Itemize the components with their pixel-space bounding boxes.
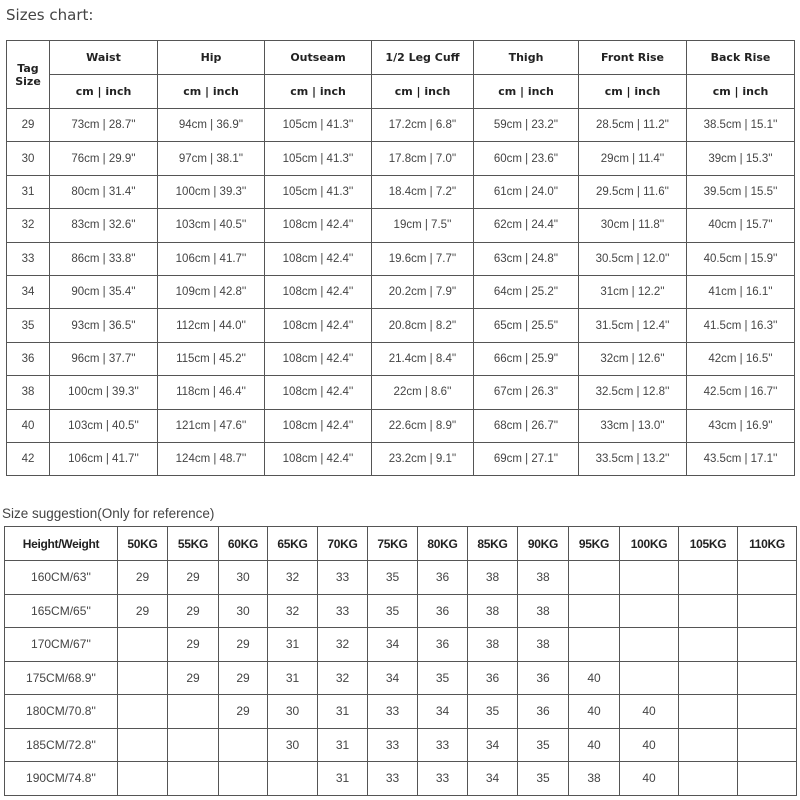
suggested-size-cell	[620, 594, 679, 628]
unit-label: cm | inch	[265, 75, 372, 109]
suggested-size-cell: 29	[168, 628, 219, 662]
suggested-size-cell	[679, 661, 738, 695]
suggested-size-cell	[569, 561, 620, 595]
table-row	[7, 109, 795, 142]
tag-size-cell: 40	[7, 409, 50, 442]
measurement-cell: 108cm | 42.4''	[265, 209, 372, 242]
table-row	[7, 209, 795, 242]
suggested-size-cell: 34	[368, 661, 418, 695]
measurement-cell: 41.5cm | 16.3''	[687, 309, 795, 342]
measurement-cell: 76cm | 29.9''	[50, 142, 158, 175]
suggested-size-cell	[219, 728, 268, 762]
measurement-cell: 43cm | 16.9''	[687, 409, 795, 442]
measurement-cell: 97cm | 38.1''	[158, 142, 265, 175]
measurement-cell: 115cm | 45.2''	[158, 342, 265, 375]
measurement-cell: 42.5cm | 16.7''	[687, 376, 795, 409]
weight-header: 100KG	[620, 527, 679, 561]
column-header: Thigh	[474, 41, 579, 75]
column-header: Hip	[158, 41, 265, 75]
height-cell: 180CM/70.8''	[5, 695, 118, 729]
suggested-size-cell: 33	[368, 728, 418, 762]
measurement-cell: 100cm | 39.3''	[50, 376, 158, 409]
measurement-cell: 18.4cm | 7.2''	[372, 175, 474, 208]
suggested-size-cell: 34	[468, 762, 518, 796]
suggested-size-cell	[738, 561, 797, 595]
suggested-size-cell	[679, 762, 738, 796]
height-cell: 190CM/74.8''	[5, 762, 118, 796]
measurement-cell: 29cm | 11.4''	[579, 142, 687, 175]
measurement-cell: 30.5cm | 12.0''	[579, 242, 687, 275]
measurement-cell: 33cm | 13.0''	[579, 409, 687, 442]
measurement-cell: 62cm | 24.4''	[474, 209, 579, 242]
suggested-size-cell: 35	[468, 695, 518, 729]
suggested-size-cell	[679, 728, 738, 762]
suggested-size-cell: 40	[569, 661, 620, 695]
suggested-size-cell: 38	[468, 561, 518, 595]
suggested-size-cell: 38	[468, 594, 518, 628]
tag-size-cell: 30	[7, 142, 50, 175]
measurement-cell: 39cm | 15.3''	[687, 142, 795, 175]
weight-header: 95KG	[569, 527, 620, 561]
measurement-cell: 73cm | 28.7''	[50, 109, 158, 142]
table-row	[5, 594, 797, 628]
suggested-size-cell	[168, 695, 219, 729]
table-row	[7, 275, 795, 308]
suggested-size-cell	[118, 728, 168, 762]
suggested-size-cell: 40	[620, 728, 679, 762]
measurement-cell: 23.2cm | 9.1''	[372, 442, 474, 475]
weight-header: 85KG	[468, 527, 518, 561]
measurement-cell: 66cm | 25.9''	[474, 342, 579, 375]
measurement-cell: 63cm | 24.8''	[474, 242, 579, 275]
weight-header: 70KG	[318, 527, 368, 561]
table-row	[7, 409, 795, 442]
suggested-size-cell: 35	[418, 661, 468, 695]
suggested-size-cell: 30	[268, 695, 318, 729]
suggested-size-cell	[168, 762, 219, 796]
suggested-size-cell: 32	[318, 661, 368, 695]
measurement-cell: 31.5cm | 12.4''	[579, 309, 687, 342]
suggested-size-cell	[118, 762, 168, 796]
suggested-size-cell: 36	[468, 661, 518, 695]
height-cell: 185CM/72.8''	[5, 728, 118, 762]
measurement-cell: 40.5cm | 15.9''	[687, 242, 795, 275]
table-row	[5, 661, 797, 695]
suggested-size-cell	[268, 762, 318, 796]
measurement-cell: 93cm | 36.5''	[50, 309, 158, 342]
suggested-size-cell: 32	[268, 594, 318, 628]
weight-header: 55KG	[168, 527, 219, 561]
suggested-size-cell	[738, 594, 797, 628]
measurement-cell: 109cm | 42.8''	[158, 275, 265, 308]
measurement-cell: 103cm | 40.5''	[50, 409, 158, 442]
suggested-size-cell: 36	[418, 561, 468, 595]
unit-row	[7, 75, 795, 109]
measurement-cell: 61cm | 24.0''	[474, 175, 579, 208]
suggested-size-cell: 29	[219, 695, 268, 729]
suggested-size-cell: 40	[620, 762, 679, 796]
unit-label: cm | inch	[372, 75, 474, 109]
unit-label: cm | inch	[687, 75, 795, 109]
suggested-size-cell	[679, 561, 738, 595]
suggested-size-cell: 38	[518, 561, 569, 595]
suggested-size-cell: 29	[118, 594, 168, 628]
measurement-cell: 65cm | 25.5''	[474, 309, 579, 342]
unit-label: cm | inch	[474, 75, 579, 109]
table-row	[7, 342, 795, 375]
weight-header: 75KG	[368, 527, 418, 561]
table-row	[5, 728, 797, 762]
suggested-size-cell: 31	[268, 661, 318, 695]
suggested-size-cell: 29	[168, 594, 219, 628]
weight-header: 110KG	[738, 527, 797, 561]
measurement-cell: 17.2cm | 6.8''	[372, 109, 474, 142]
unit-label: cm | inch	[158, 75, 265, 109]
measurement-cell: 67cm | 26.3''	[474, 376, 579, 409]
measurement-cell: 106cm | 41.7''	[50, 442, 158, 475]
tag-size-cell: 31	[7, 175, 50, 208]
suggested-size-cell: 36	[418, 628, 468, 662]
suggested-size-cell: 31	[268, 628, 318, 662]
measurement-cell: 105cm | 41.3''	[265, 109, 372, 142]
suggested-size-cell: 36	[518, 661, 569, 695]
weight-header: 65KG	[268, 527, 318, 561]
height-cell: 170CM/67''	[5, 628, 118, 662]
unit-label: cm | inch	[579, 75, 687, 109]
suggested-size-cell: 35	[368, 561, 418, 595]
table-row	[7, 442, 795, 475]
suggested-size-cell	[620, 561, 679, 595]
suggested-size-cell	[118, 628, 168, 662]
suggested-size-cell	[679, 628, 738, 662]
measurement-cell: 60cm | 23.6''	[474, 142, 579, 175]
suggested-size-cell	[569, 594, 620, 628]
measurement-cell: 80cm | 31.4''	[50, 175, 158, 208]
table-row	[7, 376, 795, 409]
measurement-cell: 108cm | 42.4''	[265, 442, 372, 475]
suggested-size-cell: 35	[368, 594, 418, 628]
measurement-cell: 59cm | 23.2''	[474, 109, 579, 142]
suggested-size-cell: 36	[418, 594, 468, 628]
size-suggestion-table	[4, 526, 797, 796]
tag-size-cell: 42	[7, 442, 50, 475]
sizes-chart-title: Sizes chart:	[6, 6, 94, 24]
suggested-size-cell: 38	[468, 628, 518, 662]
weight-header: 90KG	[518, 527, 569, 561]
measurement-cell: 108cm | 42.4''	[265, 275, 372, 308]
suggested-size-cell	[118, 661, 168, 695]
suggested-size-cell: 38	[518, 628, 569, 662]
measurement-cell: 112cm | 44.0''	[158, 309, 265, 342]
suggested-size-cell: 34	[418, 695, 468, 729]
suggested-size-cell: 38	[518, 594, 569, 628]
suggested-size-cell: 31	[318, 695, 368, 729]
suggested-size-cell: 30	[268, 728, 318, 762]
measurement-cell: 90cm | 35.4''	[50, 275, 158, 308]
suggested-size-cell: 30	[219, 594, 268, 628]
tag-size-cell: 38	[7, 376, 50, 409]
suggested-size-cell	[738, 628, 797, 662]
height-cell: 165CM/65''	[5, 594, 118, 628]
measurement-cell: 105cm | 41.3''	[265, 175, 372, 208]
measurement-cell: 118cm | 46.4''	[158, 376, 265, 409]
measurement-cell: 108cm | 42.4''	[265, 409, 372, 442]
table-row	[5, 561, 797, 595]
measurement-cell: 121cm | 47.6''	[158, 409, 265, 442]
measurement-cell: 105cm | 41.3''	[265, 142, 372, 175]
suggested-size-cell: 35	[518, 728, 569, 762]
suggested-size-cell: 36	[518, 695, 569, 729]
table-row	[7, 142, 795, 175]
column-header: Outseam	[265, 41, 372, 75]
measurement-cell: 39.5cm | 15.5''	[687, 175, 795, 208]
suggested-size-cell: 32	[268, 561, 318, 595]
suggested-size-cell: 33	[418, 762, 468, 796]
measurement-cell: 30cm | 11.8''	[579, 209, 687, 242]
suggested-size-cell: 30	[219, 561, 268, 595]
table-row	[5, 762, 797, 796]
weight-header: 105KG	[679, 527, 738, 561]
table-row	[5, 695, 797, 729]
suggested-size-cell	[118, 695, 168, 729]
suggested-size-cell: 29	[168, 561, 219, 595]
measurement-cell: 43.5cm | 17.1''	[687, 442, 795, 475]
measurement-cell: 19.6cm | 7.7''	[372, 242, 474, 275]
measurement-cell: 103cm | 40.5''	[158, 209, 265, 242]
suggested-size-cell: 33	[368, 695, 418, 729]
suggested-size-cell: 31	[318, 762, 368, 796]
measurement-cell: 69cm | 27.1''	[474, 442, 579, 475]
header-row	[7, 41, 795, 75]
suggested-size-cell: 33	[368, 762, 418, 796]
height-cell: 175CM/68.9''	[5, 661, 118, 695]
suggested-size-cell: 34	[468, 728, 518, 762]
tag-size-cell: 36	[7, 342, 50, 375]
suggested-size-cell: 29	[219, 628, 268, 662]
measurement-cell: 106cm | 41.7''	[158, 242, 265, 275]
measurement-cell: 64cm | 25.2''	[474, 275, 579, 308]
measurement-cell: 20.8cm | 8.2''	[372, 309, 474, 342]
suggested-size-cell: 38	[569, 762, 620, 796]
table-row	[7, 175, 795, 208]
suggested-size-cell	[620, 661, 679, 695]
measurement-cell: 19cm | 7.5''	[372, 209, 474, 242]
measurement-cell: 94cm | 36.9''	[158, 109, 265, 142]
suggested-size-cell	[738, 695, 797, 729]
measurement-cell: 83cm | 32.6''	[50, 209, 158, 242]
measurement-cell: 86cm | 33.8''	[50, 242, 158, 275]
measurement-cell: 108cm | 42.4''	[265, 242, 372, 275]
weight-header: 50KG	[118, 527, 168, 561]
unit-label: cm | inch	[50, 75, 158, 109]
suggested-size-cell	[738, 762, 797, 796]
measurement-cell: 108cm | 42.4''	[265, 342, 372, 375]
header-height-weight: Height/Weight	[5, 527, 118, 561]
column-header: Front Rise	[579, 41, 687, 75]
suggested-size-cell: 33	[418, 728, 468, 762]
measurement-cell: 108cm | 42.4''	[265, 309, 372, 342]
header-tag-size: Tag Size	[7, 41, 50, 109]
suggested-size-cell: 33	[318, 561, 368, 595]
suggested-size-cell	[569, 628, 620, 662]
weight-header: 80KG	[418, 527, 468, 561]
suggested-size-cell: 32	[318, 628, 368, 662]
measurement-cell: 108cm | 42.4''	[265, 376, 372, 409]
measurement-cell: 33.5cm | 13.2''	[579, 442, 687, 475]
measurement-cell: 22.6cm | 8.9''	[372, 409, 474, 442]
suggested-size-cell	[168, 728, 219, 762]
measurement-cell: 42cm | 16.5''	[687, 342, 795, 375]
measurement-cell: 68cm | 26.7''	[474, 409, 579, 442]
table-row	[7, 242, 795, 275]
measurement-cell: 22cm | 8.6''	[372, 376, 474, 409]
suggested-size-cell: 33	[318, 594, 368, 628]
measurement-cell: 17.8cm | 7.0''	[372, 142, 474, 175]
suggested-size-cell	[620, 628, 679, 662]
suggested-size-cell: 29	[168, 661, 219, 695]
table-row	[5, 628, 797, 662]
tag-size-cell: 33	[7, 242, 50, 275]
column-header: Waist	[50, 41, 158, 75]
suggested-size-cell: 34	[368, 628, 418, 662]
column-header: Back Rise	[687, 41, 795, 75]
suggested-size-cell: 29	[219, 661, 268, 695]
column-header: 1/2 Leg Cuff	[372, 41, 474, 75]
measurement-cell: 31cm | 12.2''	[579, 275, 687, 308]
tag-size-cell: 32	[7, 209, 50, 242]
size-suggestion-title: Size suggestion(Only for reference)	[2, 506, 215, 521]
height-cell: 160CM/63''	[5, 561, 118, 595]
measurement-cell: 32.5cm | 12.8''	[579, 376, 687, 409]
suggested-size-cell	[679, 695, 738, 729]
suggested-size-cell	[738, 661, 797, 695]
measurement-cell: 40cm | 15.7''	[687, 209, 795, 242]
suggested-size-cell: 35	[518, 762, 569, 796]
measurement-cell: 38.5cm | 15.1''	[687, 109, 795, 142]
sizes-chart-table	[6, 40, 795, 476]
measurement-cell: 41cm | 16.1''	[687, 275, 795, 308]
suggested-size-cell	[738, 728, 797, 762]
suggested-size-cell: 31	[318, 728, 368, 762]
tag-size-cell: 29	[7, 109, 50, 142]
header-row	[5, 527, 797, 561]
suggested-size-cell	[679, 594, 738, 628]
measurement-cell: 21.4cm | 8.4''	[372, 342, 474, 375]
table-row	[7, 309, 795, 342]
measurement-cell: 124cm | 48.7''	[158, 442, 265, 475]
suggested-size-cell: 40	[569, 728, 620, 762]
measurement-cell: 96cm | 37.7''	[50, 342, 158, 375]
suggested-size-cell: 40	[620, 695, 679, 729]
suggested-size-cell: 40	[569, 695, 620, 729]
suggested-size-cell	[219, 762, 268, 796]
suggested-size-cell: 29	[118, 561, 168, 595]
measurement-cell: 29.5cm | 11.6''	[579, 175, 687, 208]
measurement-cell: 100cm | 39.3''	[158, 175, 265, 208]
measurement-cell: 32cm | 12.6''	[579, 342, 687, 375]
measurement-cell: 20.2cm | 7.9''	[372, 275, 474, 308]
measurement-cell: 28.5cm | 11.2''	[579, 109, 687, 142]
tag-size-cell: 35	[7, 309, 50, 342]
tag-size-cell: 34	[7, 275, 50, 308]
weight-header: 60KG	[219, 527, 268, 561]
